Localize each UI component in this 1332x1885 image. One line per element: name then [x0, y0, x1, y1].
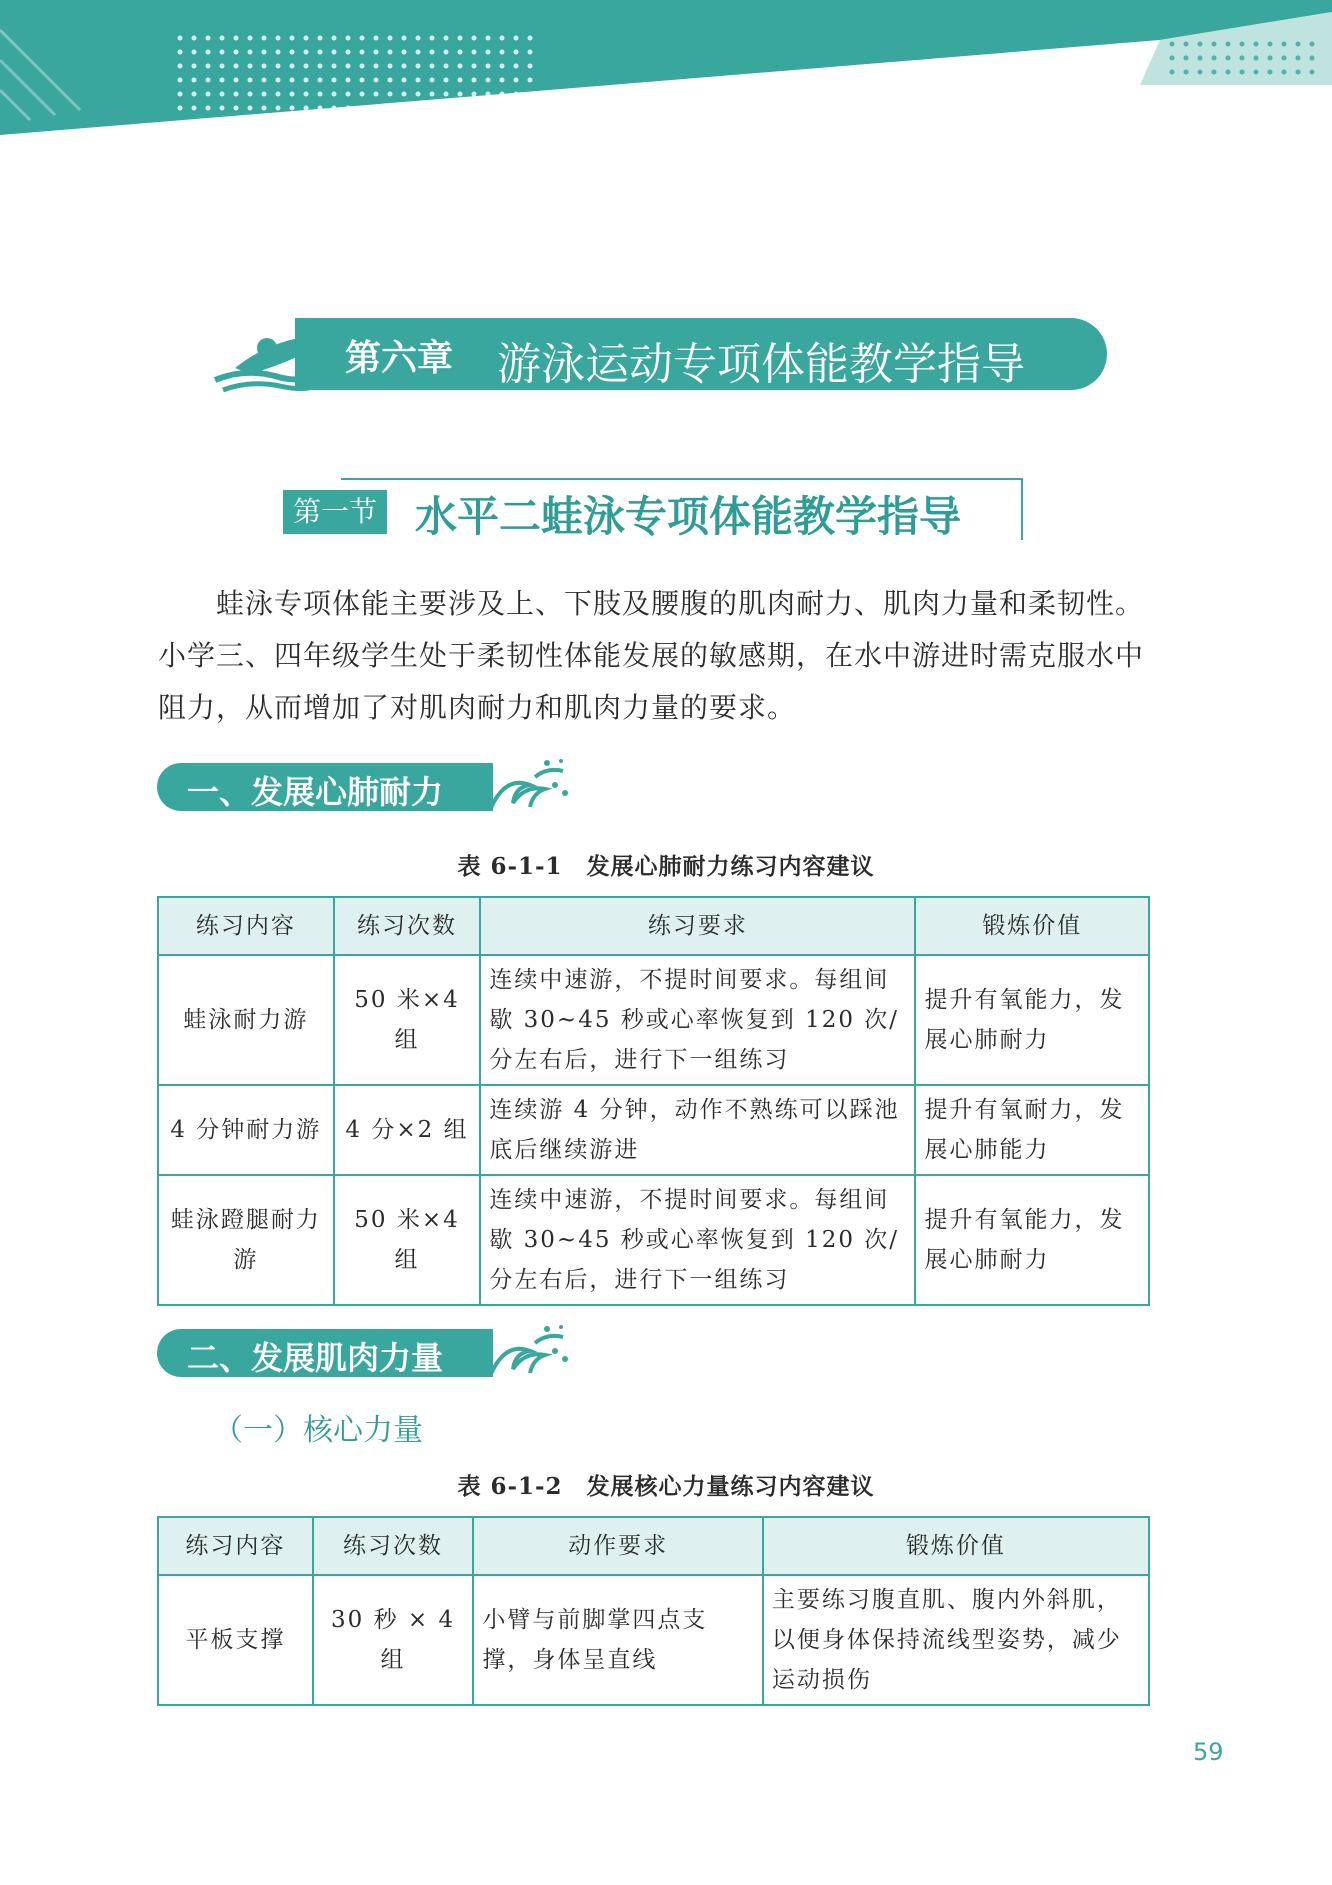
banner-dot: [528, 36, 533, 41]
banner-dot: [458, 64, 463, 69]
banner-dot: [374, 36, 379, 41]
banner-dot: [1184, 42, 1189, 47]
banner-dot: [304, 78, 309, 83]
banner-dot: [234, 78, 239, 83]
banner-dot: [178, 50, 183, 55]
banner-dot: [1240, 42, 1245, 47]
banner-dot: [402, 78, 407, 83]
table-cell: 主要练习腹直肌、腹内外斜肌，以便身体保持流线型姿势，减少运动损伤: [763, 1575, 1149, 1705]
table-row: [158, 1175, 1149, 1305]
banner-dot: [192, 64, 197, 69]
banner-dot: [1310, 56, 1315, 61]
banner-dot: [276, 64, 281, 69]
banner-dot: [402, 36, 407, 41]
banner-dot: [234, 64, 239, 69]
table-header-cell: 动作要求: [473, 1517, 762, 1575]
banner-dot: [402, 106, 407, 111]
banner-dot: [500, 64, 505, 69]
table-row: [158, 1085, 1149, 1175]
banner-dot: [360, 64, 365, 69]
section-title: [283, 478, 1023, 541]
banner-dot: [276, 50, 281, 55]
banner-dot: [248, 106, 253, 111]
banner-dot: [178, 36, 183, 41]
heading-text: 二、发展肌肉力量: [187, 1339, 444, 1377]
banner-dot: [206, 92, 211, 97]
banner-dot: [1254, 70, 1259, 75]
banner-dot: [514, 50, 519, 55]
table-cell: 平板支撑: [158, 1575, 313, 1705]
banner-dot: [262, 64, 267, 69]
banner-dot: [206, 64, 211, 69]
banner-dot: [304, 50, 309, 55]
banner-dot: [1310, 42, 1315, 47]
banner-dot: [500, 50, 505, 55]
section-label: 第一节: [283, 490, 387, 534]
banner-dot: [304, 106, 309, 111]
banner-dot: [192, 78, 197, 83]
table-cell: 50 米×4 组: [334, 1175, 481, 1305]
banner-dot: [234, 106, 239, 111]
table-cell: 蛙泳耐力游: [158, 955, 334, 1085]
banner-dot: [332, 50, 337, 55]
banner-dot: [290, 92, 295, 97]
banner-dot: [388, 36, 393, 41]
banner-dot: [1212, 70, 1217, 75]
banner-dot: [1268, 56, 1273, 61]
banner-dot: [416, 64, 421, 69]
banner-dot: [1170, 42, 1175, 47]
table2-caption: 表 6-1-2 发展核心力量练习内容建议: [457, 1473, 875, 1500]
chapter-label: 第六章: [345, 338, 454, 379]
banner-dot: [220, 50, 225, 55]
table-core: [157, 1516, 1150, 1706]
table-header-cell: 练习要求: [480, 897, 915, 955]
banner-dot: [178, 92, 183, 97]
banner-dot: [430, 78, 435, 83]
banner-dot: [262, 106, 267, 111]
table-cell: 30 秒 × 4 组: [313, 1575, 474, 1705]
banner-dot: [1198, 56, 1203, 61]
banner-dot: [458, 78, 463, 83]
banner-dot: [472, 50, 477, 55]
banner-dot: [416, 78, 421, 83]
banner-dot: [388, 92, 393, 97]
table-header-cell: 练习次数: [313, 1517, 474, 1575]
table-cell: 50 米×4 组: [334, 955, 481, 1085]
banner-dot: [486, 78, 491, 83]
banner-dot: [1296, 70, 1301, 75]
table-header-cell: 练习内容: [158, 897, 334, 955]
water-splash-icon: [485, 755, 575, 815]
banner-dot: [220, 92, 225, 97]
banner-dot: [304, 36, 309, 41]
banner-dot: [318, 106, 323, 111]
banner-dot: [248, 36, 253, 41]
banner-dot: [1184, 56, 1189, 61]
banner-dot: [276, 78, 281, 83]
banner-dot: [444, 64, 449, 69]
banner-dot: [220, 36, 225, 41]
banner-dot: [332, 92, 337, 97]
banner-dot: [304, 92, 309, 97]
banner-dot: [346, 64, 351, 69]
heading-text: 一、发展心肺耐力: [187, 773, 444, 811]
banner-dot: [528, 78, 533, 83]
banner-dot: [1282, 70, 1287, 75]
table-header-cell: 锻炼价值: [915, 897, 1149, 955]
banner-dot: [206, 106, 211, 111]
banner-dot: [318, 50, 323, 55]
banner-dot: [444, 50, 449, 55]
banner-dot: [430, 50, 435, 55]
banner-dot: [206, 78, 211, 83]
banner-dot: [360, 106, 365, 111]
table-cell: 4 分钟耐力游: [158, 1085, 334, 1175]
table-cell: 提升有氧能力，发展心肺耐力: [915, 955, 1149, 1085]
banner-dot: [1282, 42, 1287, 47]
banner-dot: [1310, 70, 1315, 75]
banner-dot: [346, 50, 351, 55]
banner-dot: [178, 64, 183, 69]
banner-dot: [486, 106, 491, 111]
banner-dot: [514, 64, 519, 69]
banner-dot: [528, 64, 533, 69]
banner-dot: [1226, 70, 1231, 75]
banner-dot: [402, 50, 407, 55]
banner-dot: [430, 92, 435, 97]
banner-dot: [1296, 56, 1301, 61]
intro-paragraph-text: 蛙泳专项体能主要涉及上、下肢及腰腹的肌肉耐力、肌肉力量和柔韧性。小学三、四年级学生处于柔韧性体能发展的敏感期，在水中游进时需克服水中阻力，从而增加了对肌肉耐力和肌肉力量的要求。: [158, 587, 1145, 724]
banner-dot: [1296, 42, 1301, 47]
banner-dot: [276, 36, 281, 41]
banner-dot: [444, 92, 449, 97]
banner-dot: [458, 106, 463, 111]
banner-dot: [486, 64, 491, 69]
table-cell: 连续中速游，不提时间要求。每组间歇 30~45 秒或心率恢复到 120 次/分左右后，进行下一组练习: [480, 1175, 915, 1305]
banner-dot: [430, 64, 435, 69]
page-number: 59: [1193, 1738, 1224, 1766]
banner-dot: [416, 36, 421, 41]
banner-dot: [346, 36, 351, 41]
heading-cardio: [157, 763, 577, 811]
banner-dot: [262, 92, 267, 97]
banner-dot: [514, 106, 519, 111]
banner-dot: [402, 92, 407, 97]
banner-dot: [346, 78, 351, 83]
banner-dot: [248, 92, 253, 97]
banner-dot: [374, 64, 379, 69]
banner-dot: [178, 106, 183, 111]
table-cell: 蛙泳蹬腿耐力游: [158, 1175, 334, 1305]
banner-dot: [430, 36, 435, 41]
table-cell: 提升有氧能力，发展心肺耐力: [915, 1175, 1149, 1305]
banner-dot: [262, 36, 267, 41]
banner-dot: [1268, 42, 1273, 47]
banner-dot: [444, 36, 449, 41]
banner-dot: [332, 36, 337, 41]
table-row: [158, 1575, 1149, 1705]
banner-dot: [290, 36, 295, 41]
banner-dot: [416, 50, 421, 55]
banner-dot: [318, 64, 323, 69]
heading-strength: [157, 1329, 577, 1377]
banner-dot: [1240, 56, 1245, 61]
banner-dot: [178, 78, 183, 83]
banner-dot: [248, 78, 253, 83]
table-header-row: [158, 1517, 1149, 1575]
table-header-row: [158, 897, 1149, 955]
banner-dot: [332, 64, 337, 69]
table-row: [158, 955, 1149, 1085]
banner-dot: [416, 106, 421, 111]
intro-paragraph: [158, 578, 1158, 734]
banner-dot: [500, 78, 505, 83]
banner-dot: [444, 106, 449, 111]
banner-dot: [374, 50, 379, 55]
banner-dot: [1254, 42, 1259, 47]
banner-dot: [486, 92, 491, 97]
banner-dot: [360, 92, 365, 97]
banner-dot: [304, 64, 309, 69]
banner-dot: [262, 78, 267, 83]
banner-dot: [1226, 56, 1231, 61]
banner-dot: [416, 92, 421, 97]
banner-dot: [248, 64, 253, 69]
banner-dot: [360, 78, 365, 83]
banner-dot: [402, 64, 407, 69]
banner-dot: [514, 36, 519, 41]
table-header-cell: 练习次数: [334, 897, 481, 955]
banner-dot: [430, 106, 435, 111]
banner-dot: [1254, 56, 1259, 61]
banner-dot: [360, 50, 365, 55]
section-name: 水平二蛙泳专项体能教学指导: [415, 492, 962, 541]
banner-dot: [500, 36, 505, 41]
table-cardio: [157, 896, 1150, 1306]
table1-caption: 表 6-1-1 发展心肺耐力练习内容建议: [457, 853, 875, 880]
banner-dot: [388, 64, 393, 69]
banner-dot: [290, 78, 295, 83]
banner-dot: [374, 78, 379, 83]
banner-dot: [374, 106, 379, 111]
banner-dot: [1170, 70, 1175, 75]
banner-dot: [486, 36, 491, 41]
banner-dot: [220, 106, 225, 111]
banner-dot: [472, 64, 477, 69]
banner-dot: [1184, 70, 1189, 75]
banner-dot: [458, 92, 463, 97]
table-cell: 4 分×2 组: [334, 1085, 481, 1175]
banner-dot: [1226, 42, 1231, 47]
banner-dot: [1170, 56, 1175, 61]
banner-dot: [206, 50, 211, 55]
swimmer-icon: [205, 318, 325, 398]
banner-dot: [388, 78, 393, 83]
header-banner: [0, 0, 1332, 135]
banner-dot: [290, 50, 295, 55]
banner-dot: [192, 50, 197, 55]
banner-dot: [234, 92, 239, 97]
banner-dot: [500, 92, 505, 97]
banner-dot: [388, 50, 393, 55]
banner-dot: [360, 36, 365, 41]
banner-dot: [1212, 42, 1217, 47]
banner-dot: [472, 92, 477, 97]
banner-dot: [1268, 70, 1273, 75]
banner-dot: [1212, 56, 1217, 61]
banner-dot: [458, 36, 463, 41]
banner-dot: [276, 106, 281, 111]
banner-dot: [290, 64, 295, 69]
banner-dot: [486, 50, 491, 55]
table-header-cell: 练习内容: [158, 1517, 313, 1575]
table-cell: 连续游 4 分钟，动作不熟练可以踩池底后继续游进: [480, 1085, 915, 1175]
banner-dot: [290, 106, 295, 111]
table-cell: 提升有氧耐力，发展心肺能力: [915, 1085, 1149, 1175]
banner-dot: [220, 64, 225, 69]
banner-dot: [472, 36, 477, 41]
banner-dot: [444, 78, 449, 83]
banner-dot: [458, 50, 463, 55]
chapter-title: [205, 318, 1105, 398]
banner-dot: [514, 78, 519, 83]
banner-dot: [332, 106, 337, 111]
table-cell: 连续中速游，不提时间要求。每组间歇 30~45 秒或心率恢复到 120 次/分左右后，进行下一组练习: [480, 955, 915, 1085]
banner-dot: [388, 106, 393, 111]
banner-dot: [192, 92, 197, 97]
banner-dot: [262, 50, 267, 55]
water-splash-icon: [485, 1321, 575, 1381]
banner-dot: [276, 92, 281, 97]
banner-dot: [472, 78, 477, 83]
banner-dot: [192, 106, 197, 111]
banner-dot: [318, 36, 323, 41]
banner-dot: [220, 78, 225, 83]
banner-dot: [234, 36, 239, 41]
banner-dot: [206, 36, 211, 41]
banner-dot: [1198, 42, 1203, 47]
banner-dot: [318, 78, 323, 83]
banner-dot: [500, 106, 505, 111]
banner-dot: [1282, 56, 1287, 61]
banner-dot: [472, 106, 477, 111]
banner-dot: [234, 50, 239, 55]
subheading-core: （一）核心力量: [213, 1413, 423, 1448]
banner-dot: [346, 92, 351, 97]
chapter-name: 游泳运动专项体能教学指导: [497, 339, 1025, 390]
banner-dot: [192, 36, 197, 41]
banner-dot: [1240, 70, 1245, 75]
banner-dot: [318, 92, 323, 97]
banner-dot: [248, 50, 253, 55]
table-header-cell: 锻炼价值: [763, 1517, 1149, 1575]
banner-dot: [514, 92, 519, 97]
banner-dot: [528, 106, 533, 111]
banner-dot: [374, 92, 379, 97]
banner-dot: [1198, 70, 1203, 75]
banner-dot: [332, 78, 337, 83]
banner-dot: [528, 50, 533, 55]
banner-dot: [346, 106, 351, 111]
banner-dot: [528, 92, 533, 97]
table-cell: 小臂与前脚掌四点支撑，身体呈直线: [473, 1575, 762, 1705]
